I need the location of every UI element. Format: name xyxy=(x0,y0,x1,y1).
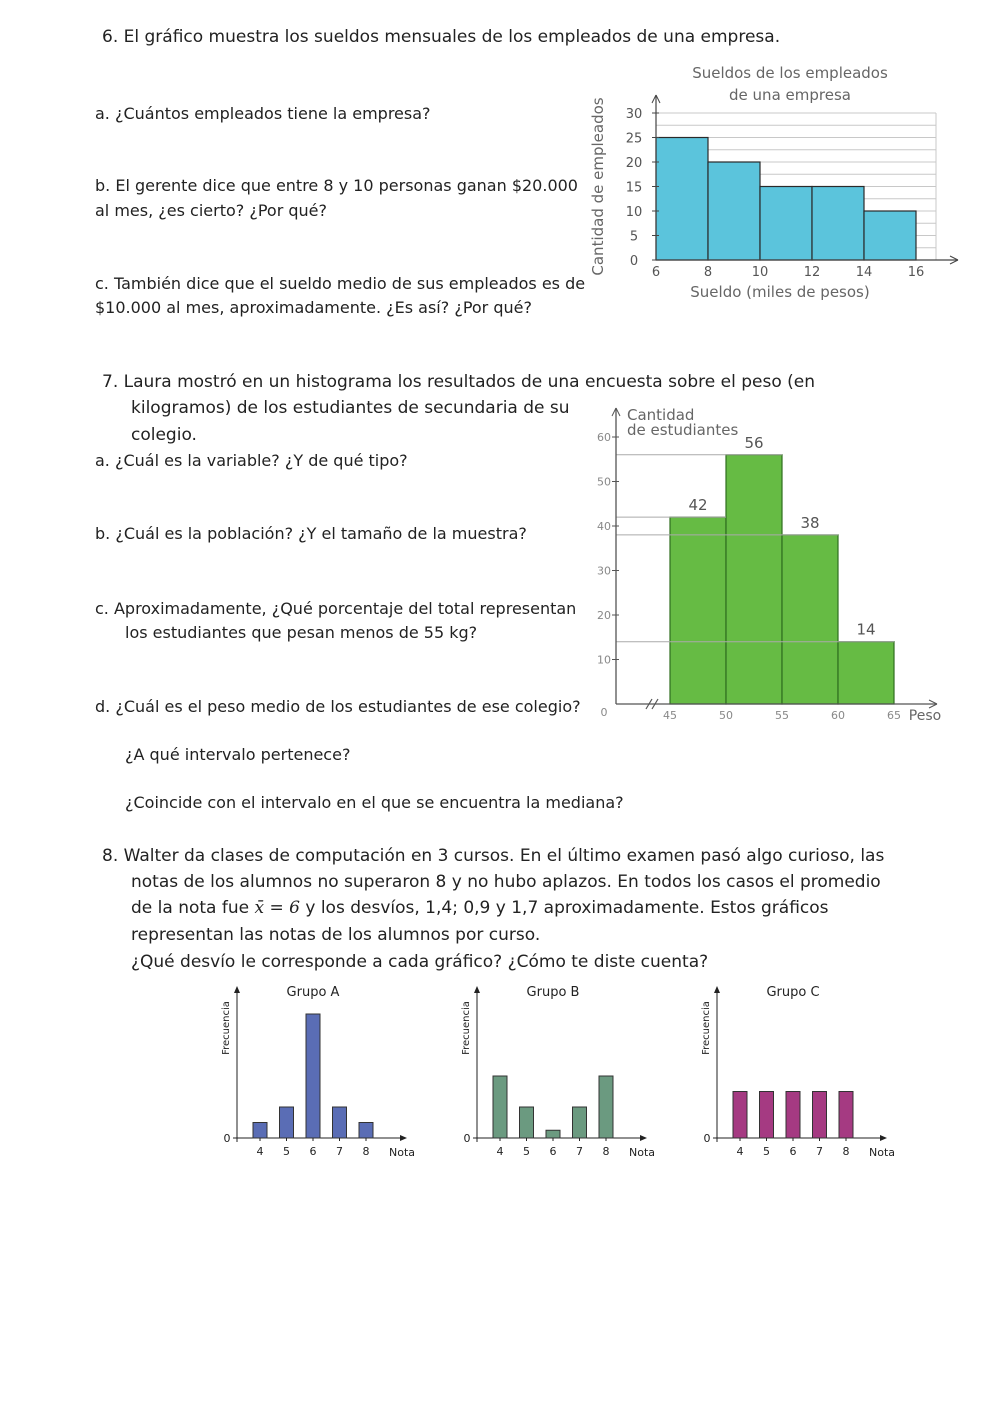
y-axis-arrow xyxy=(234,986,240,993)
q7-a: a. ¿Cuál es la variable? ¿Y de qué tipo? xyxy=(95,451,408,470)
y-tick-label: 15 xyxy=(625,180,643,196)
histogram-bar xyxy=(306,1014,320,1138)
q7-d: d. ¿Cuál es el peso medio de los estudiantes de ese colegio? xyxy=(95,697,581,716)
q8-line1: 8. Walter da clases de computación en 3 cursos. En el último examen pasó algo curioso, las xyxy=(102,846,885,866)
chart-title: Grupo A xyxy=(286,985,340,1000)
x-tick-label: 8 xyxy=(842,1145,850,1158)
q7-line2: kilogramos) de los estudiantes de secundaria de su xyxy=(131,398,570,418)
x-axis-label: Sueldo (miles de pesos) xyxy=(690,283,870,301)
q6-a: a. ¿Cuántos empleados tiene la empresa? xyxy=(95,104,431,123)
q6-b-line2: al mes, ¿es cierto? ¿Por qué? xyxy=(95,201,327,220)
x-tick-label: 5 xyxy=(523,1145,530,1158)
bar-data-label: 42 xyxy=(688,496,708,515)
histogram-bar xyxy=(656,138,708,261)
chart-title: de una empresa xyxy=(729,86,851,104)
y-axis-label: Cantidad de empleados xyxy=(589,97,607,276)
x-tick-label: 8 xyxy=(362,1145,370,1158)
y-axis-arrow xyxy=(714,986,720,993)
histogram-bar xyxy=(253,1123,267,1139)
x-tick-label: 6 xyxy=(309,1145,317,1158)
x-tick-label: 14 xyxy=(855,265,873,280)
x-axis-label: Peso xyxy=(908,708,942,724)
bar-data-label: 38 xyxy=(800,513,820,532)
origin-label: 0 xyxy=(463,1132,471,1145)
y-tick-label: 5 xyxy=(629,229,639,245)
y-tick-label: 60 xyxy=(597,431,611,444)
y-tick-label: 20 xyxy=(625,156,643,171)
y-tick-label: 0 xyxy=(600,706,608,719)
q6-c-line2: $10.000 al mes, aproximadamente. ¿Es así? ¿Por qué? xyxy=(95,298,532,317)
x-tick-label: 50 xyxy=(719,709,733,722)
y-tick-label: 50 xyxy=(597,475,611,489)
x-axis-label: Nota xyxy=(388,1146,416,1159)
origin-label: 0 xyxy=(223,1132,231,1145)
y-tick-label: 0 xyxy=(629,254,639,269)
x-tick-label: 6 xyxy=(549,1145,557,1158)
histogram-bar xyxy=(573,1107,587,1138)
histogram-bar xyxy=(786,1092,800,1139)
q6-title: 6. El gráfico muestra los sueldos mensuales de los empleados de una empresa. xyxy=(102,27,781,47)
histogram-bar xyxy=(280,1107,294,1138)
y-tick-label: 40 xyxy=(597,520,611,533)
q7-d-mediana: ¿Coincide con el intervalo en el que se encuentra la mediana? xyxy=(125,793,624,812)
x-tick-label: 7 xyxy=(336,1145,343,1158)
chart-grupo-a xyxy=(215,978,425,1168)
y-tick-label: 30 xyxy=(597,564,611,578)
x-tick-label: 4 xyxy=(496,1145,504,1158)
q6-b-line1: b. El gerente dice que entre 8 y 10 personas ganan $20.000 xyxy=(95,176,578,195)
x-tick-label: 8 xyxy=(602,1145,610,1158)
chart-title: Sueldos de los empleados xyxy=(692,64,888,82)
q7-c-line1: c. Aproximadamente, ¿Qué porcentaje del total representan xyxy=(95,599,577,618)
q7-d-interval: ¿A qué intervalo pertenece? xyxy=(125,745,351,764)
q8-line3-start: de la nota fue xyxy=(131,898,255,918)
x-tick-label: 6 xyxy=(789,1145,797,1158)
x-tick-label: 4 xyxy=(256,1145,264,1158)
histogram-bar xyxy=(813,1092,827,1139)
y-axis-label: Frecuencia xyxy=(701,1001,712,1055)
histogram-bar xyxy=(599,1076,613,1138)
histogram-bar xyxy=(493,1076,507,1138)
x-tick-label: 60 xyxy=(831,709,845,722)
y-tick-label: 30 xyxy=(625,107,643,122)
q8-line4: representan las notas de los alumnos por curso. xyxy=(131,925,541,945)
x-axis-arrow xyxy=(640,1135,647,1141)
chart-title: Grupo B xyxy=(526,985,580,1000)
y-tick-label: 10 xyxy=(597,653,611,667)
y-tick-label: 20 xyxy=(597,609,611,622)
bar-data-label: 14 xyxy=(856,620,876,639)
histogram-bar xyxy=(782,535,838,704)
x-tick-label: 65 xyxy=(887,709,901,722)
y-axis-label: Frecuencia xyxy=(461,1001,472,1055)
chart-sueldos xyxy=(570,55,990,320)
q6-c-line1: c. También dice que el sueldo medio de sus empleados es de xyxy=(95,274,586,293)
x-axis-arrow xyxy=(400,1135,407,1141)
histogram-bar xyxy=(333,1107,347,1138)
x-tick-label: 7 xyxy=(816,1145,823,1158)
chart-grupo-c xyxy=(695,978,905,1168)
histogram-bar xyxy=(838,642,894,704)
q7-line1: 7. Laura mostró en un histograma los resultados de una encuesta sobre el peso (en xyxy=(102,372,816,392)
x-tick-label: 5 xyxy=(283,1145,290,1158)
x-tick-label: 45 xyxy=(663,709,677,722)
xbar-formula: x̄ = 6 xyxy=(254,898,300,918)
x-axis-label: Nota xyxy=(628,1146,656,1159)
x-axis-label: Nota xyxy=(868,1146,896,1159)
y-tick-label: 25 xyxy=(625,131,643,147)
y-axis-arrow xyxy=(474,986,480,993)
x-tick-label: 10 xyxy=(751,265,769,280)
x-tick-label: 5 xyxy=(763,1145,770,1158)
q8-line3 xyxy=(131,898,829,918)
histogram-bar xyxy=(839,1092,853,1139)
q8-line2: notas de los alumnos no superaron 8 y no hubo aplazos. En todos los casos el promedio xyxy=(131,872,881,892)
x-tick-label: 8 xyxy=(703,265,713,280)
q7-c-line2: los estudiantes que pesan menos de 55 kg? xyxy=(125,623,478,642)
histogram-bar xyxy=(812,187,864,261)
histogram-bar xyxy=(760,1092,774,1139)
histogram-bar xyxy=(546,1130,560,1138)
y-axis-label: Frecuencia xyxy=(221,1001,232,1055)
q8-line3-end: y los desvíos, 1,4; 0,9 y 1,7 aproximadamente. Estos gráficos xyxy=(299,898,829,918)
y-tick-label: 10 xyxy=(625,205,643,220)
x-tick-label: 4 xyxy=(736,1145,744,1158)
bar-data-label: 56 xyxy=(744,433,764,452)
histogram-bar xyxy=(359,1123,373,1139)
histogram-bar xyxy=(864,211,916,260)
y-axis-label: Cantidad xyxy=(627,406,695,424)
q7-b: b. ¿Cuál es la población? ¿Y el tamaño de la muestra? xyxy=(95,524,527,543)
histogram-bar xyxy=(708,162,760,260)
histogram-bar xyxy=(726,455,782,704)
histogram-bar xyxy=(733,1092,747,1139)
y-axis-label: de estudiantes xyxy=(627,421,739,439)
x-axis-arrow xyxy=(880,1135,887,1141)
chart-grupo-b xyxy=(455,978,665,1168)
origin-label: 0 xyxy=(703,1132,711,1145)
chart-title: Grupo C xyxy=(766,985,820,1000)
q8-line5: ¿Qué desvío le corresponde a cada gráfico? ¿Cómo te diste cuenta? xyxy=(131,952,709,972)
x-tick-label: 16 xyxy=(907,265,925,280)
histogram-bar xyxy=(520,1107,534,1138)
x-tick-label: 7 xyxy=(576,1145,583,1158)
x-tick-label: 55 xyxy=(775,709,789,722)
x-tick-label: 12 xyxy=(803,265,821,280)
x-tick-label: 6 xyxy=(651,265,661,280)
q7-line3: colegio. xyxy=(131,425,197,445)
histogram-bar xyxy=(760,187,812,261)
histogram-bar xyxy=(670,517,726,704)
chart-peso xyxy=(585,400,955,730)
